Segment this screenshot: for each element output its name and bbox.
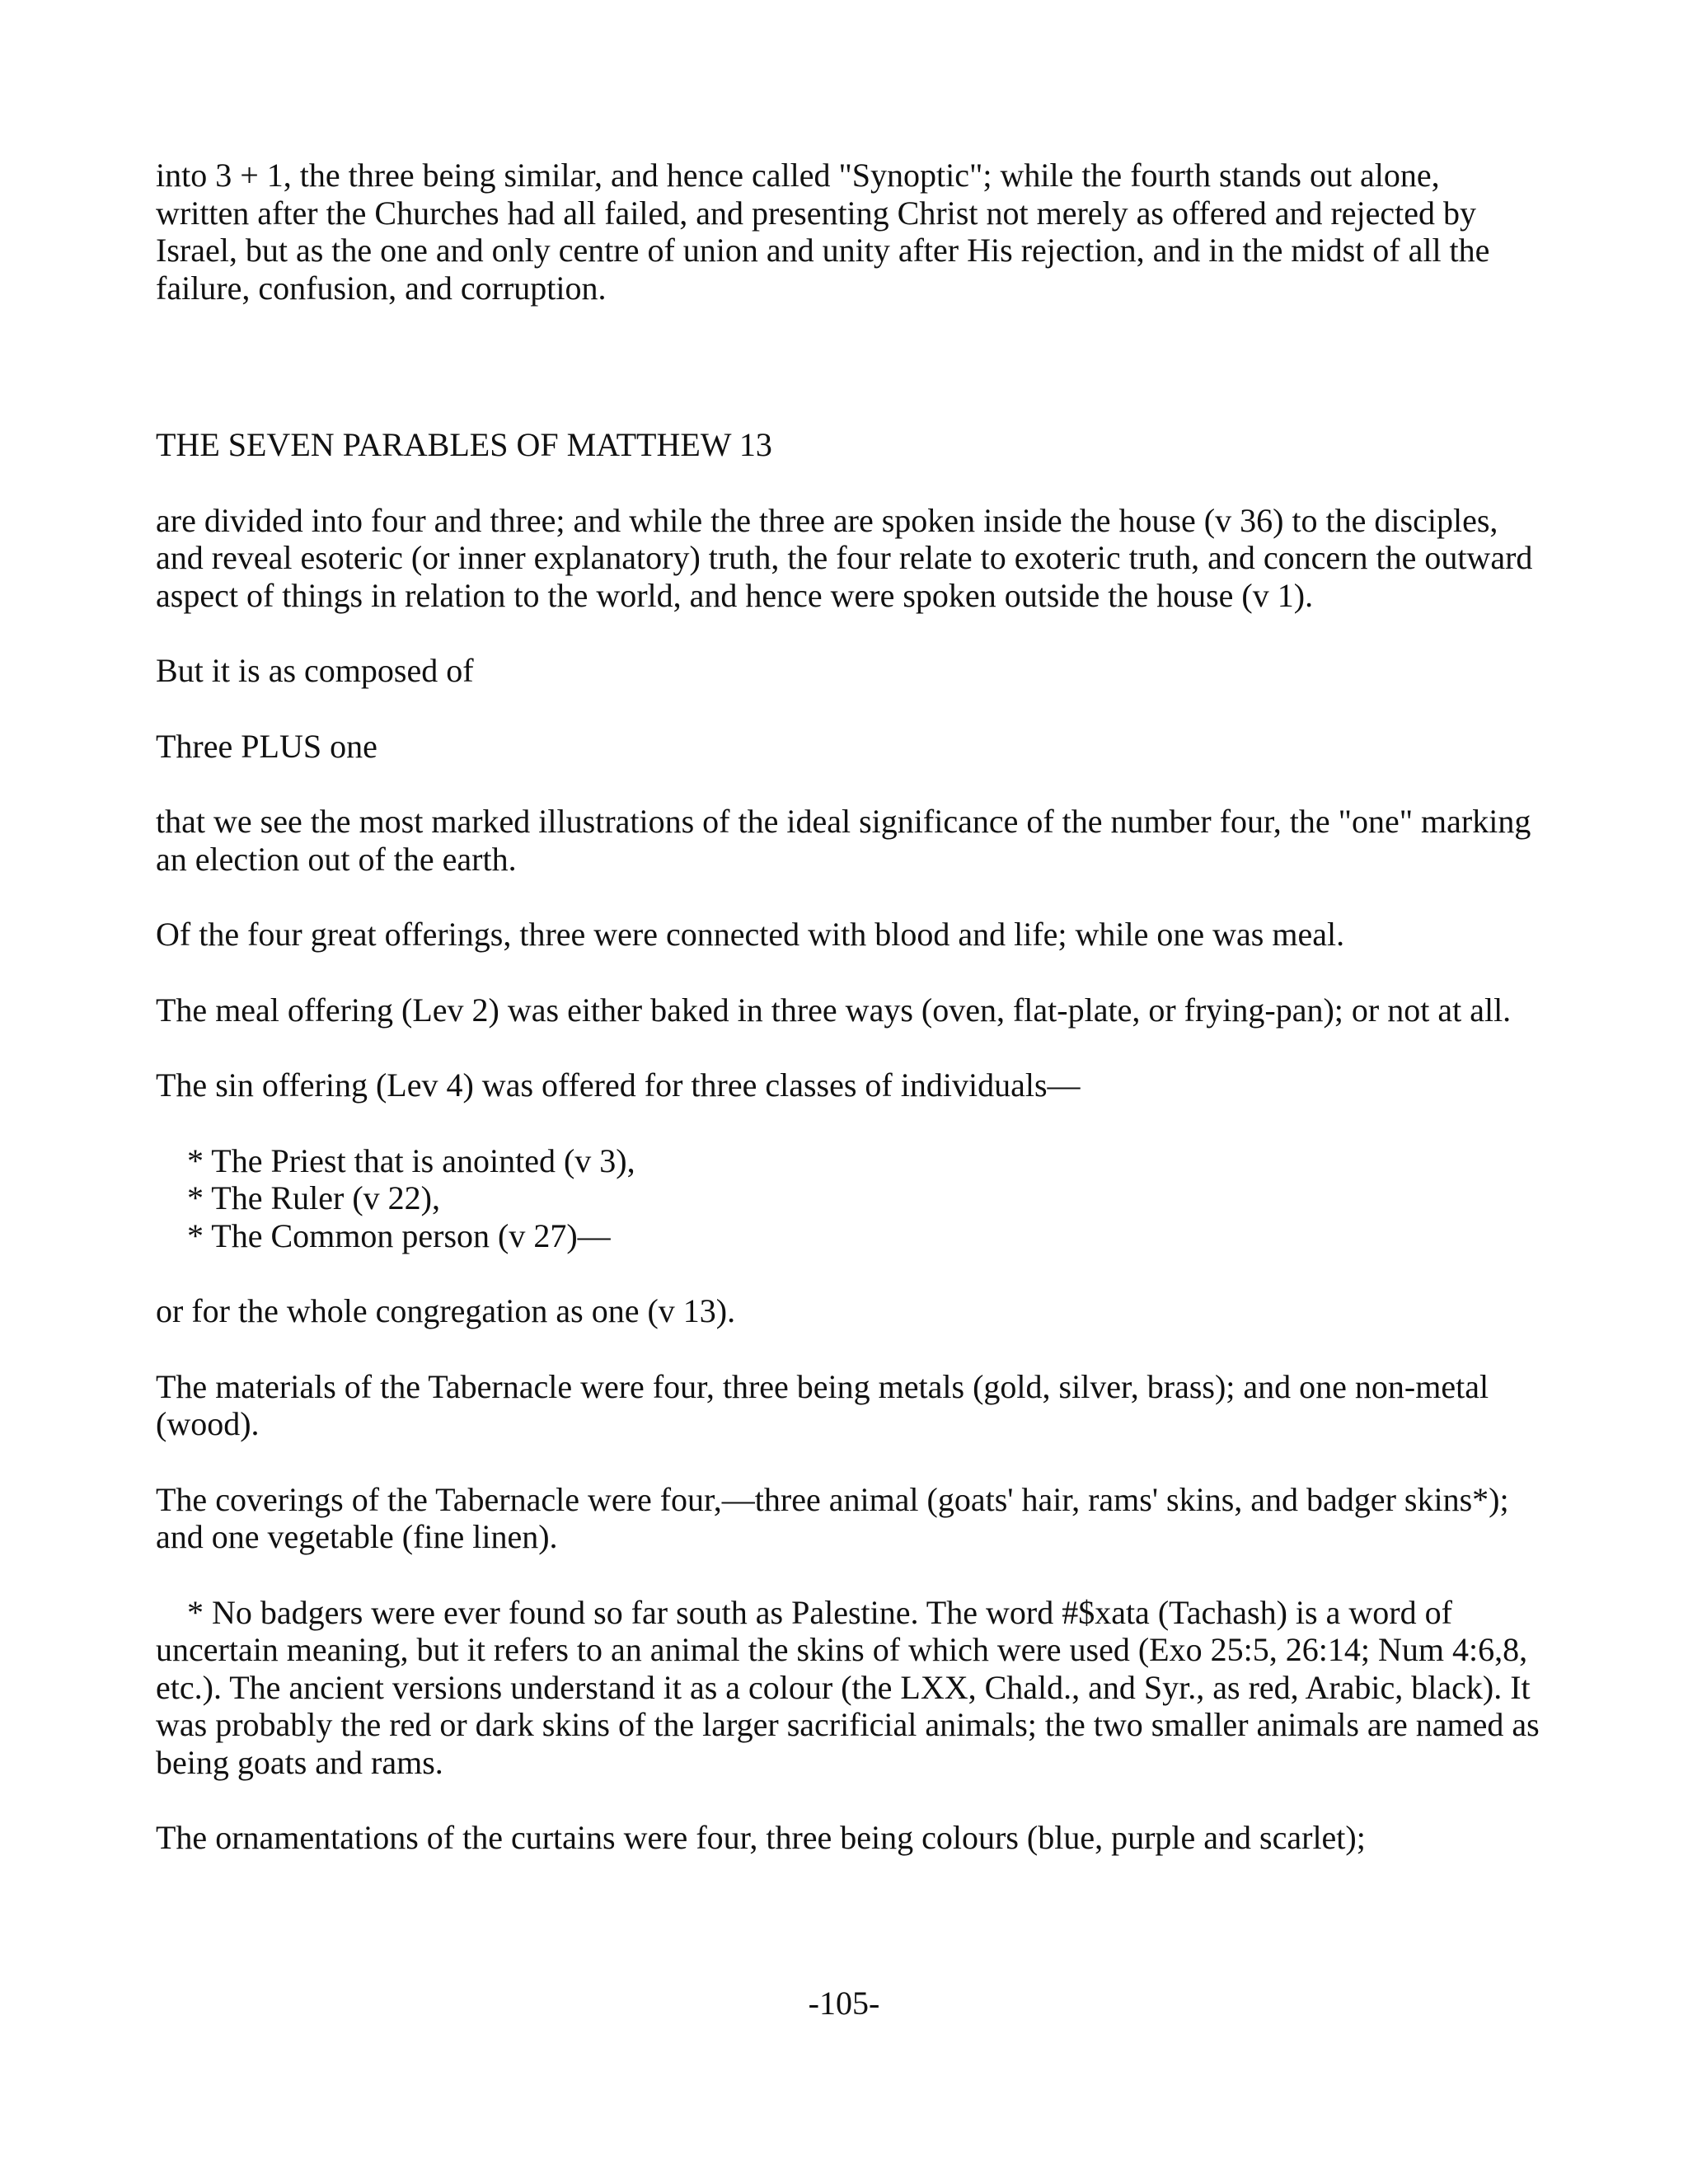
paragraph-ornamentations: The ornamentations of the curtains were four, three being colours (blue, purple and scarlet); xyxy=(156,1819,1366,1856)
list-item: * The Ruler (v 22), xyxy=(187,1179,440,1216)
footnote-badgers: * No badgers were ever found so far south as Palestine. The word #$xata (Tachash) is a word of uncertain meaning, but it refers to an animal the skins of which were used (Exo 25:5, 26:14; Num 4:6,8, etc.). The ancient versions understand it as a colour (the LXX, Chald., and Syr., as red, Arabic, black). It was probably the red or dark skins of the larger sacrificial animals; the two smaller animals are named as being goats and rams. xyxy=(156,1593,1540,1781)
paragraph-composed-of: But it is as composed of xyxy=(156,652,474,689)
paragraph-meal-offering: The meal offering (Lev 2) was either baked in three ways (oven, flat-plate, or frying-pan); or not at all. xyxy=(156,991,1512,1029)
paragraph-synoptic: into 3 + 1, the three being similar, and hence called "Synoptic"; while the fourth stands out alone, written after the Churches had all failed, and presenting Christ not merely as offered and rejected by Israel, but as the one and only centre of union and unity after His rejection, and in the midst of all the failure, confusion, and corruption. xyxy=(156,157,1490,307)
paragraph-parables: are divided into four and three; and while the three are spoken inside the house (v 36) to the disciples, and reveal esoteric (or inner explanatory) truth, the four relate to exoteric truth, and concern the outward aspect of things in relation to the world, and hence were spoken outside the house (v 1). xyxy=(156,501,1533,614)
paragraph-sin-offering: The sin offering (Lev 4) was offered for three classes of individuals— xyxy=(156,1066,1081,1104)
paragraph-congregation: or for the whole congregation as one (v 13). xyxy=(156,1292,736,1329)
paragraph-significance: that we see the most marked illustrations of the ideal significance of the number four, the "one" marking an election out of the earth. xyxy=(156,803,1531,878)
page-number: -105- xyxy=(808,1985,880,2022)
page-body xyxy=(156,157,1540,1895)
individuals-list xyxy=(156,1142,1540,1255)
list-item: * The Priest that is anointed (v 3), xyxy=(187,1141,635,1179)
paragraph-coverings: The coverings of the Tabernacle were four,—three animal (goats' hair, rams' skins, and badger skins*); and one vegetable (fine linen). xyxy=(156,1480,1509,1555)
section-heading: THE SEVEN PARABLES OF MATTHEW 13 xyxy=(156,426,772,463)
list-item: * The Common person (v 27)— xyxy=(187,1216,611,1254)
paragraph-four-offerings: Of the four great offerings, three were connected with blood and life; while one was meal. xyxy=(156,916,1345,953)
paragraph-three-plus-one: Three PLUS one xyxy=(156,727,377,765)
paragraph-materials: The materials of the Tabernacle were four, three being metals (gold, silver, brass); and one non-metal (wood). xyxy=(156,1367,1489,1442)
